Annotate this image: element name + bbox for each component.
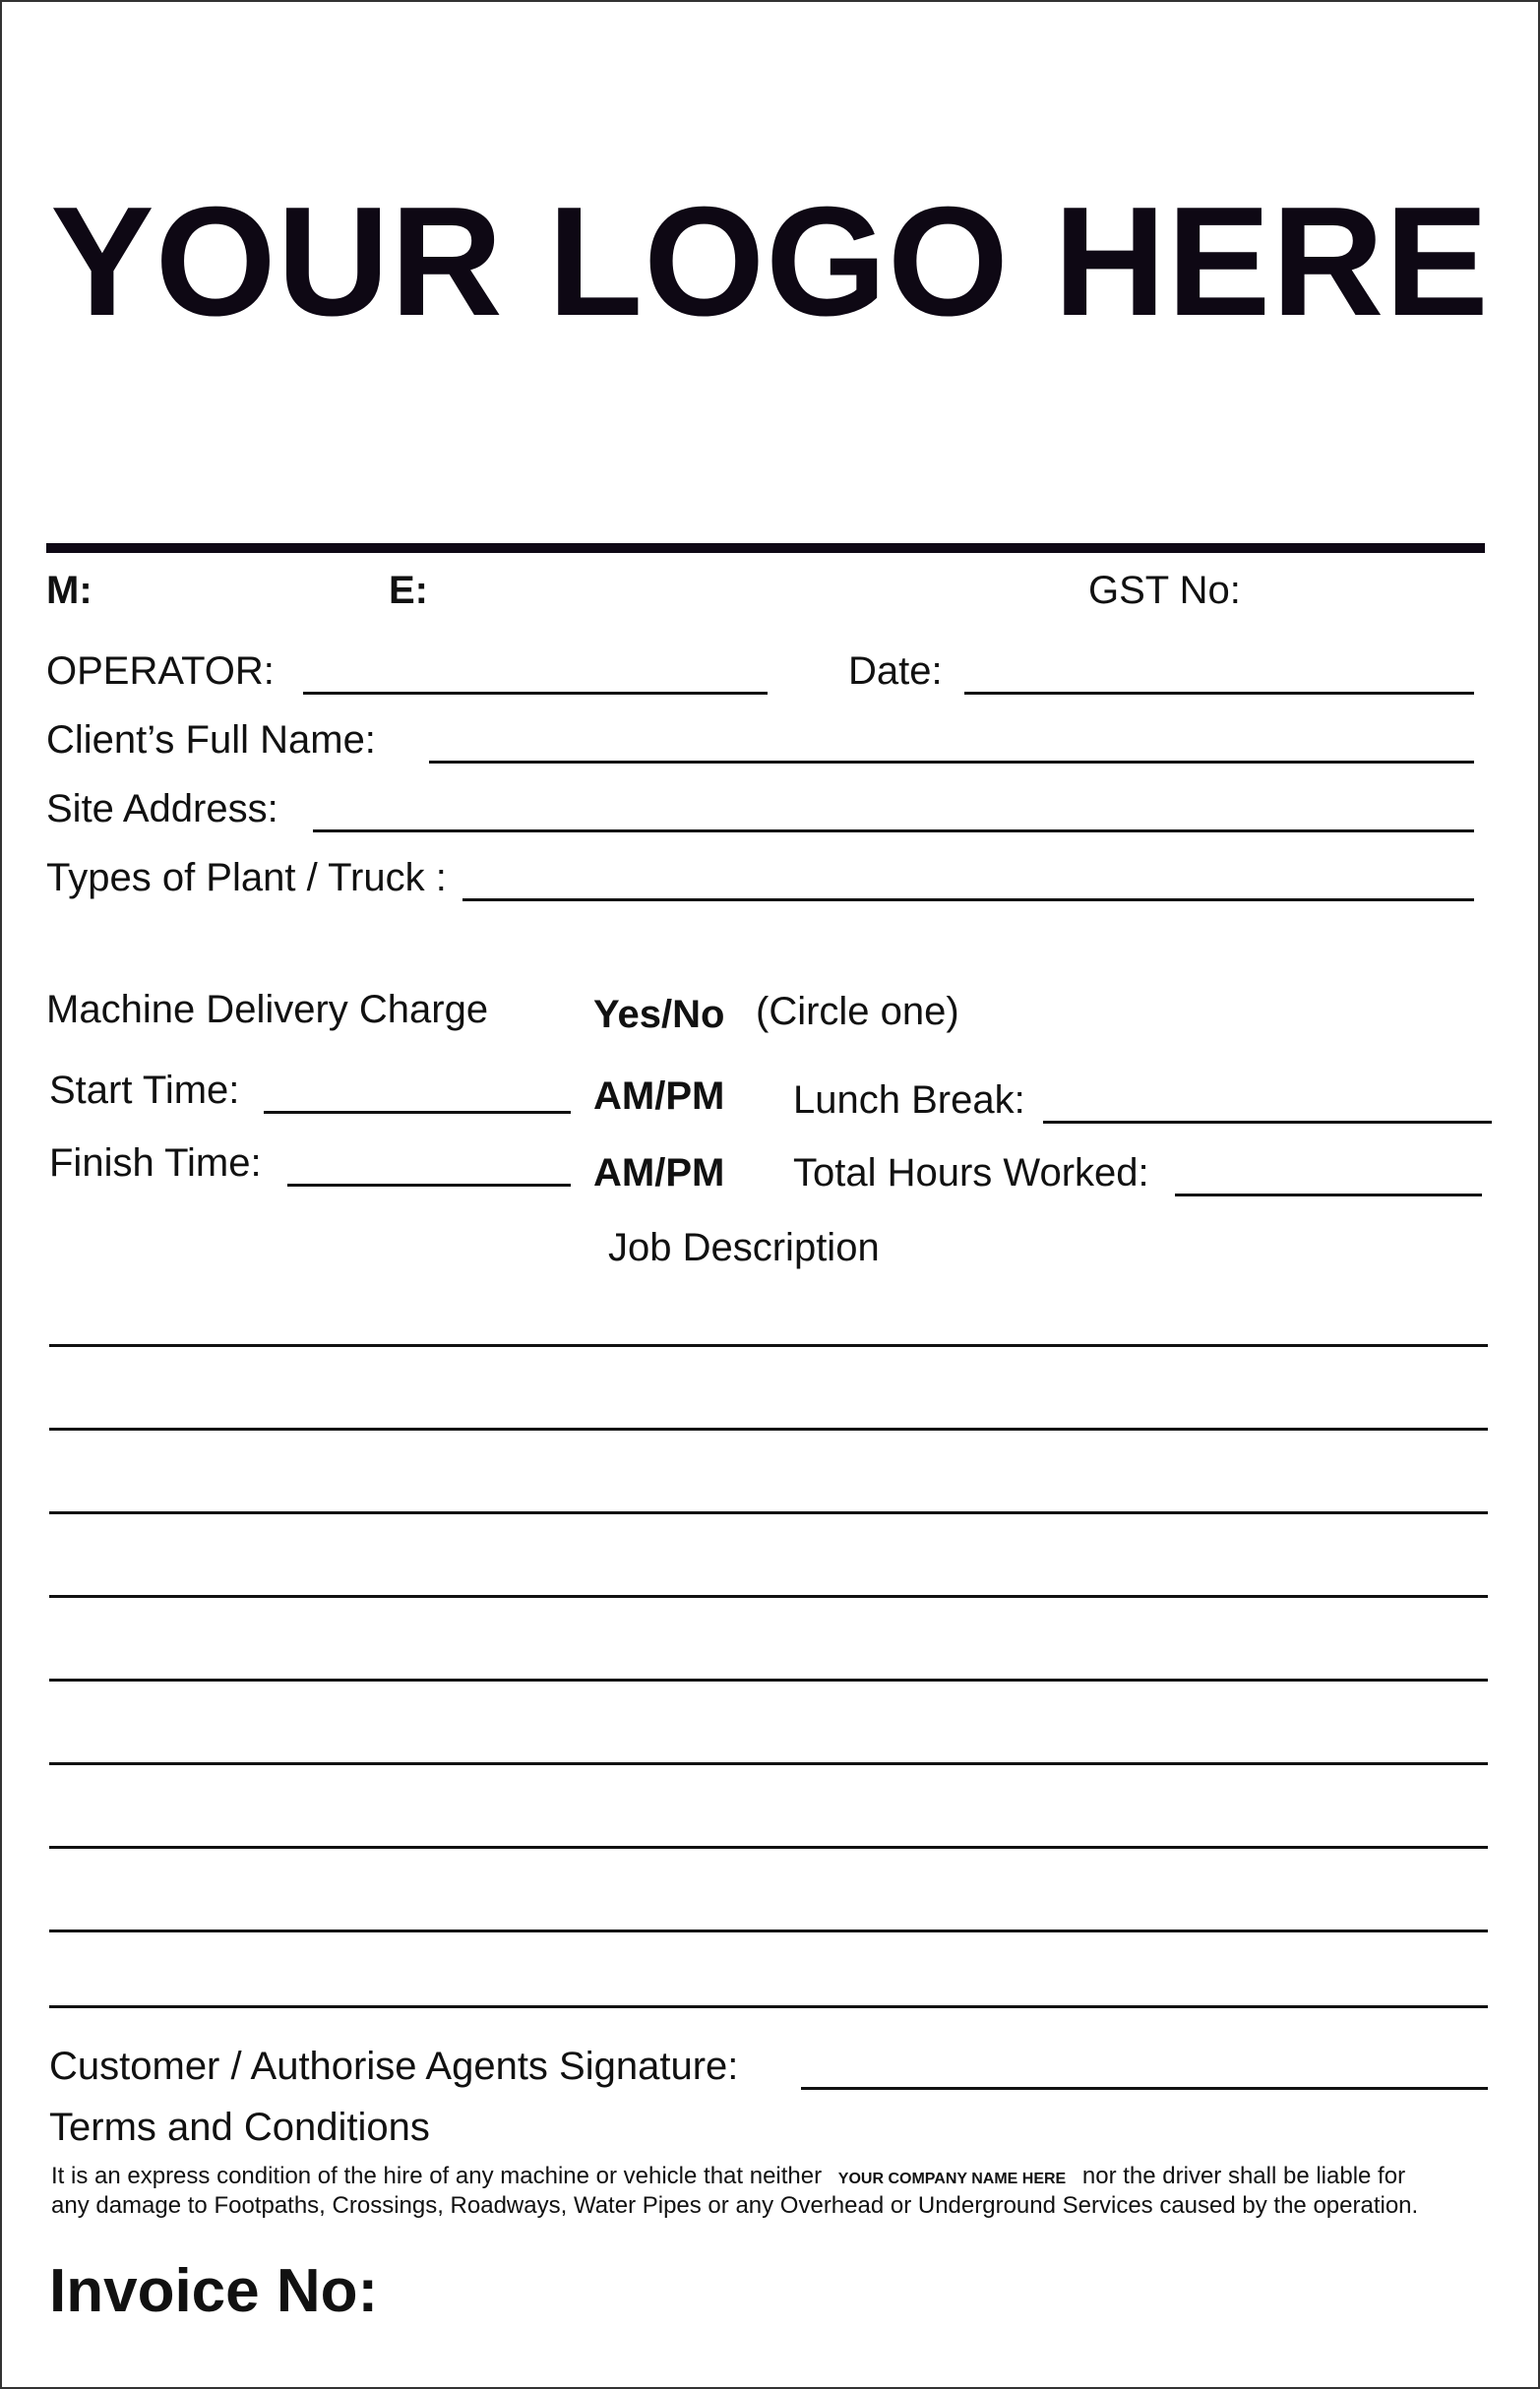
date-field[interactable]	[964, 692, 1474, 695]
job-description-line[interactable]	[49, 2005, 1488, 2008]
total-hours-label: Total Hours Worked:	[793, 1151, 1149, 1194]
operator-field[interactable]	[303, 692, 768, 695]
client-name-label: Client’s Full Name:	[46, 718, 376, 762]
mobile-label: M:	[46, 569, 92, 612]
company-name-placeholder: YOUR COMPANY NAME HERE	[837, 2171, 1067, 2187]
operator-label: OPERATOR:	[46, 649, 275, 693]
job-description-line[interactable]	[49, 1679, 1488, 1682]
header-divider	[46, 543, 1485, 553]
total-hours-field[interactable]	[1175, 1194, 1482, 1196]
start-time-field[interactable]	[264, 1111, 571, 1114]
client-name-field[interactable]	[429, 761, 1474, 764]
terms-line-1-end: nor the driver shall be liable for	[1081, 2163, 1406, 2189]
job-description-line[interactable]	[49, 1846, 1488, 1849]
plant-type-label: Types of Plant / Truck :	[46, 856, 447, 899]
yes-no-option[interactable]: Yes/No	[593, 993, 725, 1036]
lunch-break-label: Lunch Break:	[793, 1078, 1025, 1122]
job-description-heading: Job Description	[608, 1226, 880, 1269]
terms-line-1-start: It is an express condition of the hire of any machine or vehicle that neither	[51, 2163, 823, 2189]
logo-placeholder: YOUR LOGO HERE	[50, 175, 1490, 348]
plant-type-field[interactable]	[462, 898, 1474, 901]
site-address-label: Site Address:	[46, 787, 278, 830]
email-label: E:	[389, 569, 428, 612]
job-description-line[interactable]	[49, 1762, 1488, 1765]
signature-label: Customer / Authorise Agents Signature:	[49, 2045, 739, 2088]
start-time-label: Start Time:	[49, 1069, 240, 1112]
finish-time-field[interactable]	[287, 1184, 571, 1187]
terms-line-2: any damage to Footpaths, Crossings, Roadways, Water Pipes or any Overhead or Underground Services caused by the operation.	[51, 2192, 1419, 2219]
invoice-number-label: Invoice No:	[49, 2257, 379, 2325]
circle-one-note: (Circle one)	[756, 990, 959, 1033]
job-description-line[interactable]	[49, 1344, 1488, 1347]
date-label: Date:	[848, 649, 943, 693]
signature-field[interactable]	[801, 2087, 1488, 2090]
start-ampm-option[interactable]: AM/PM	[593, 1074, 725, 1118]
site-address-field[interactable]	[313, 829, 1474, 832]
job-description-line[interactable]	[49, 1595, 1488, 1598]
delivery-charge-label: Machine Delivery Charge	[46, 988, 489, 1031]
gst-label: GST No:	[1088, 569, 1241, 612]
terms-line-1	[51, 2165, 1405, 2188]
lunch-break-field[interactable]	[1043, 1121, 1492, 1124]
job-description-line[interactable]	[49, 1428, 1488, 1431]
finish-ampm-option[interactable]: AM/PM	[593, 1151, 725, 1194]
job-description-line[interactable]	[49, 1930, 1488, 1932]
terms-heading: Terms and Conditions	[49, 2106, 430, 2149]
finish-time-label: Finish Time:	[49, 1141, 262, 1185]
job-description-line[interactable]	[49, 1511, 1488, 1514]
